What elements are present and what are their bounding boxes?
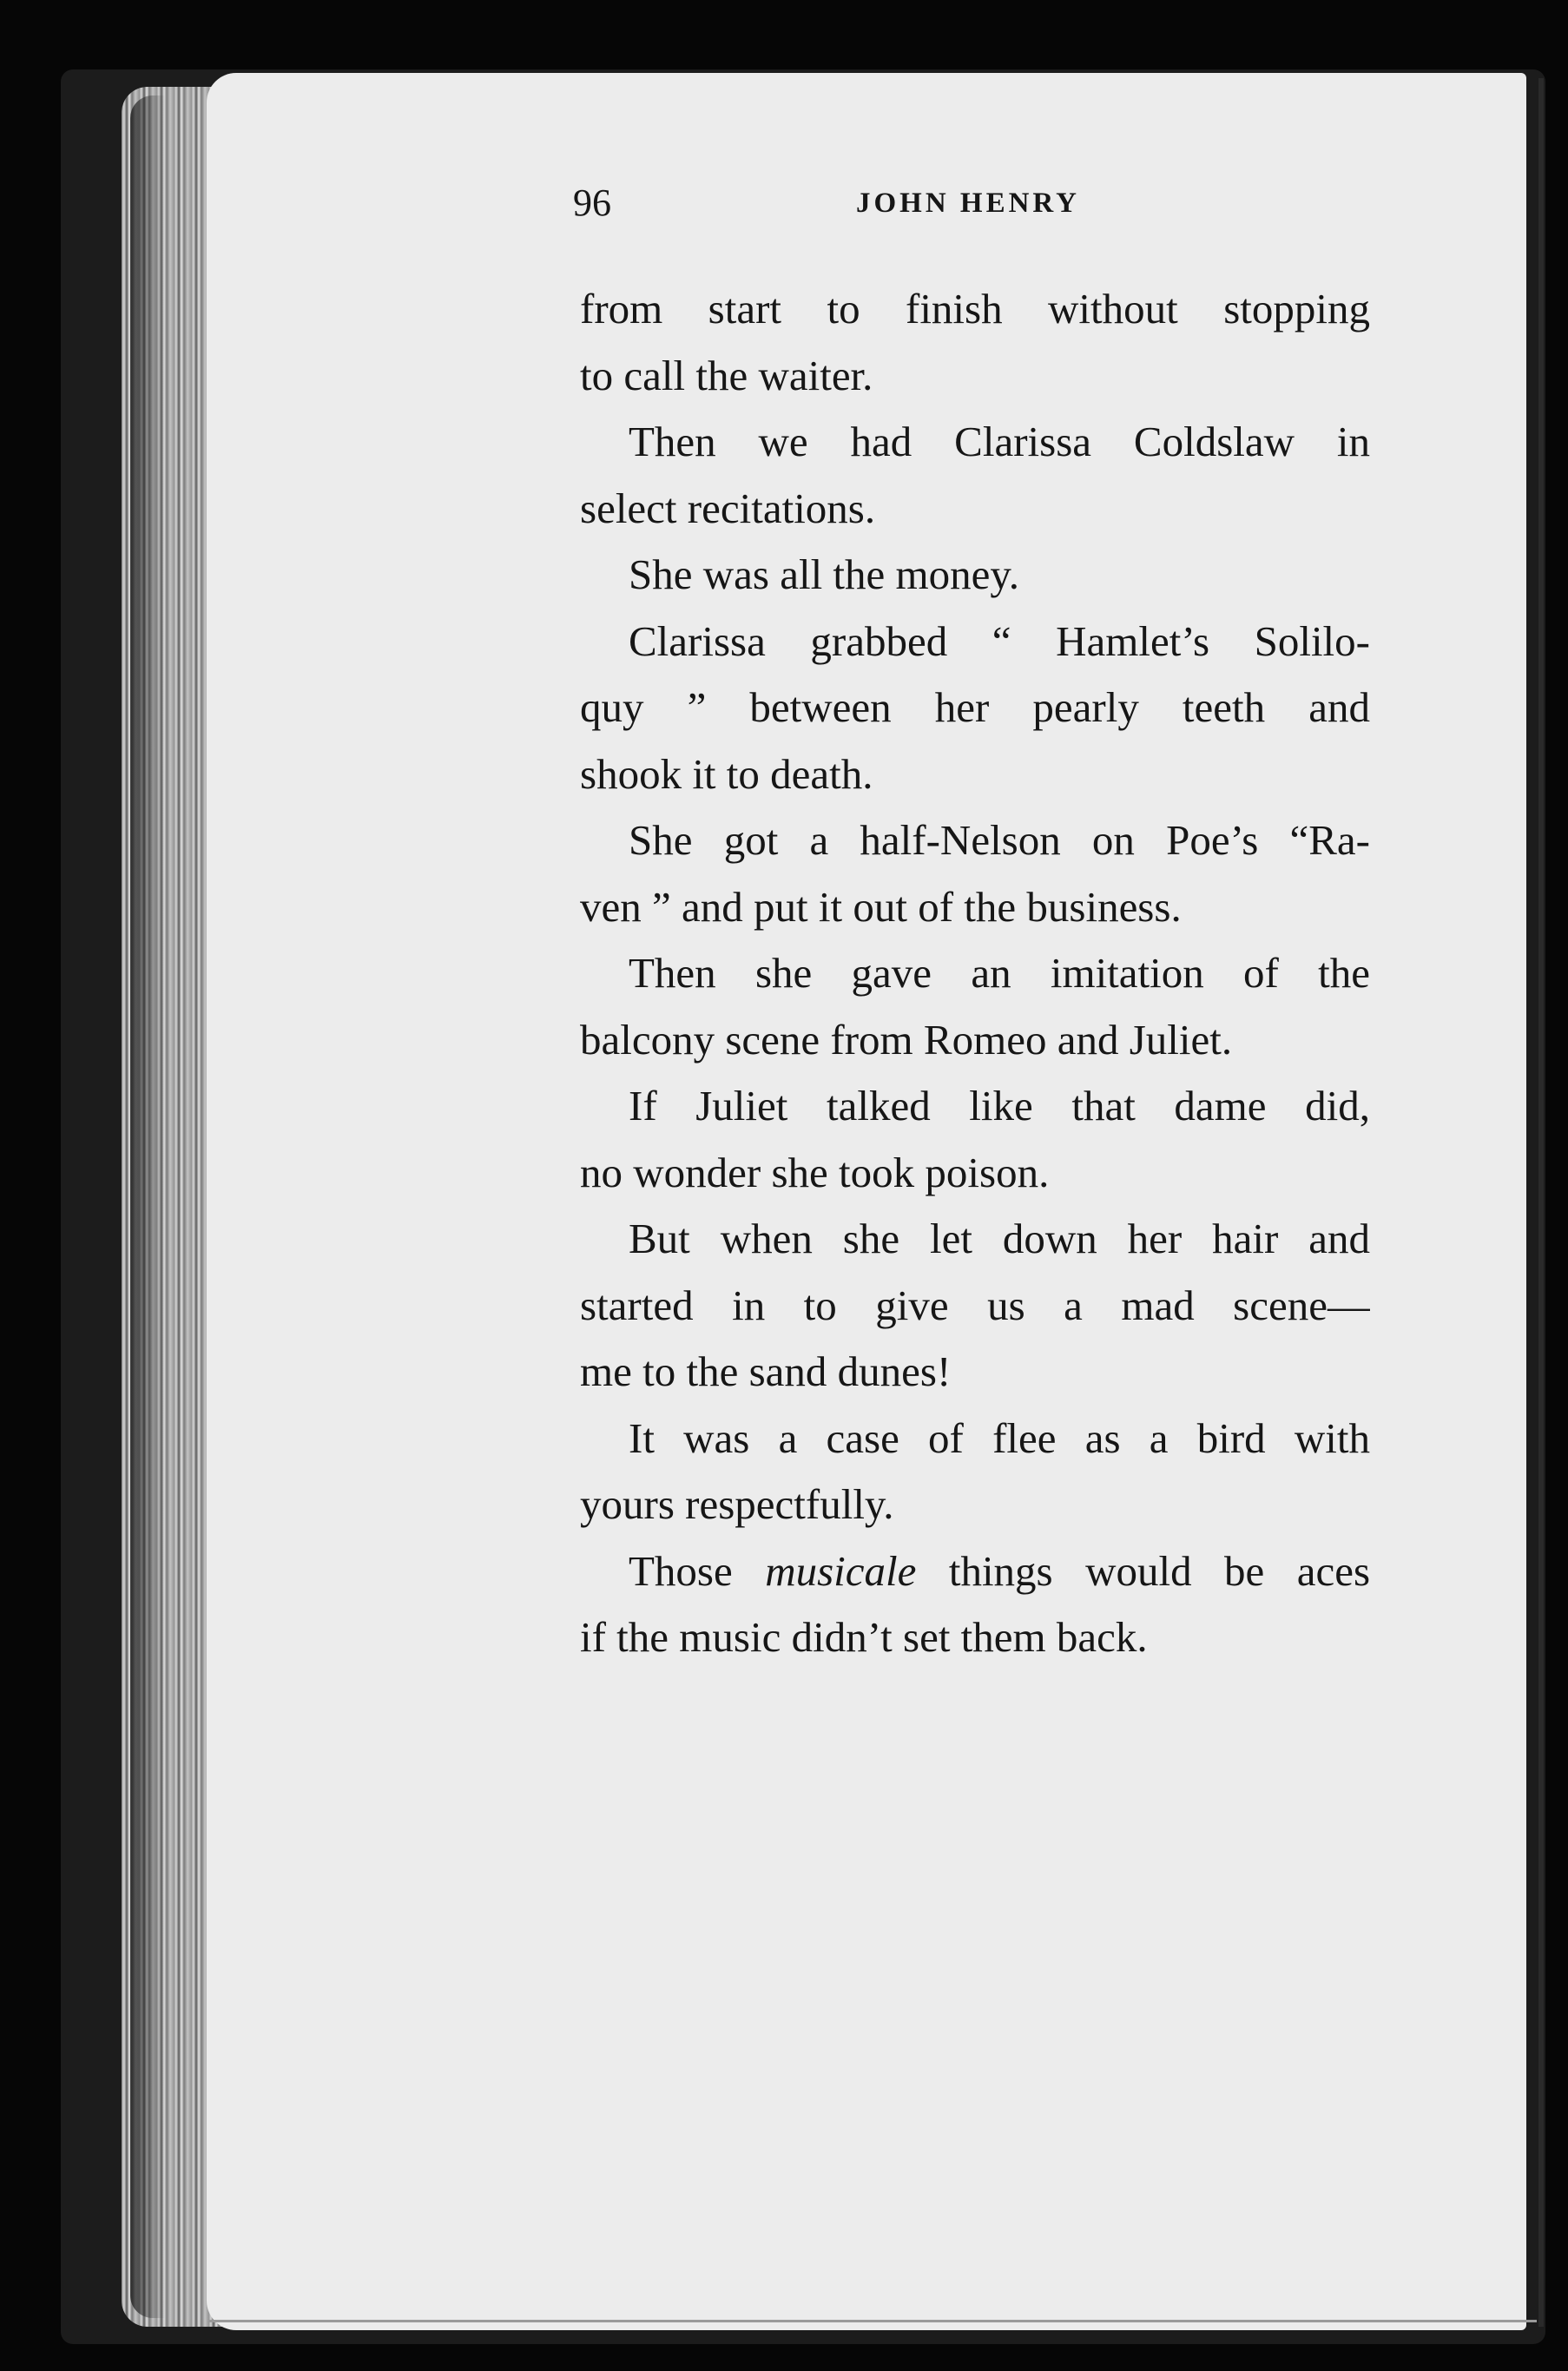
text-line: no wonder she took poison. [580,1148,1050,1196]
text-line: ven ” and put it out of the business. [580,882,1182,931]
bottom-page-edge [208,2320,1537,2322]
page-number: 96 [573,181,611,224]
page-edges-shadow [130,95,165,2318]
right-page-edge [1538,78,1544,2327]
text-line: She got a half-Nelson on Poe’s “Ra- [629,816,1370,864]
text-line: But when she let down her hair and [629,1215,1370,1262]
text-line: to call the waiter. [580,351,873,399]
text-line: balcony scene from Romeo and Juliet. [580,1015,1233,1064]
running-title: JOHN HENRY [856,188,1080,219]
text-line: It was a case of flee as a bird with [629,1413,1370,1462]
text-fragment: things would be aces [916,1546,1370,1595]
running-head [573,177,1450,229]
body-text [580,276,1370,1671]
text-line: If Juliet talked like that dame did, [629,1082,1370,1130]
text-line: select recitations. [580,484,876,532]
text-line: quy ” between her pearly teeth and [580,683,1370,731]
text-line: from start to finish without stopping [580,285,1370,333]
text-line: me to the sand dunes! [580,1347,952,1395]
body-lines [580,276,1370,1538]
text-line: shook it to death. [580,749,873,798]
text-fragment: Those [629,1546,766,1595]
text-line: Then we had Clarissa Coldslaw in [629,418,1370,465]
italic-word: musicale [765,1546,917,1595]
text-line [580,1538,1370,1605]
text-line: started in to give us a mad scene— [580,1281,1370,1329]
text-line: yours respectfully. [580,1480,894,1528]
text-line: if the music didn’t set them back. [580,1613,1148,1661]
text-line: She was all the money. [629,550,1019,598]
text-line: Then she gave an imitation of the [629,949,1370,997]
text-line: Clarissa grabbed “ Hamlet’s Solilo- [629,616,1370,665]
